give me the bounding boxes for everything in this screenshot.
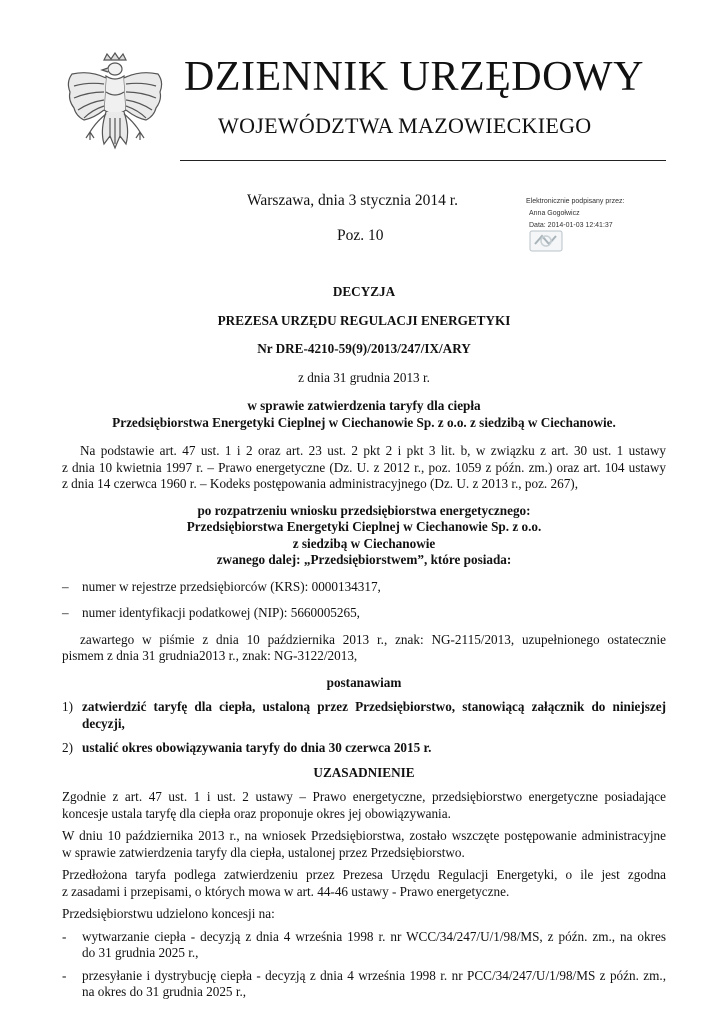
polish-eagle-emblem-icon	[60, 52, 170, 170]
position-number: Poz. 10	[337, 227, 384, 244]
list-marker: –	[62, 578, 69, 594]
justification-p2-line2: w sprawie zatwierdzenia taryfy dla ciepła, ustalonej przez Przedsiębiorstwo.	[62, 844, 465, 860]
concession-line1: wytwarzanie ciepła - decyzją z dnia 4 września 1998 r. nr WCC/34/247/U/1/98/MS, z późn. zm., na okres	[82, 928, 666, 944]
document-body	[62, 280, 666, 1001]
legal-basis	[62, 443, 666, 493]
justification-paragraph	[62, 867, 666, 900]
concession-line2: do 31 grudnia 2025 r.,	[82, 945, 199, 960]
application-block	[62, 503, 666, 569]
decision-title: DECYZJA	[332, 284, 396, 299]
decision-number: Nr DRE-4210-59(9)/2013/247/IX/ARY	[257, 341, 471, 356]
justification-paragraph	[62, 828, 666, 861]
list-marker: -	[62, 967, 67, 983]
signature-date: Data: 2014-01-03 12:41:37	[529, 222, 613, 229]
submission-line2: pismem z dnia 31 grudnia2013 r., znak: NG-3122/2013,	[62, 648, 358, 663]
signature-label: Elektronicznie podpisany przez:	[526, 198, 625, 205]
justification-paragraph	[62, 789, 666, 822]
justification-p3-line2: z zasadami i przepisami, o których mowa w art. 44-46 ustawy - Prawo energetyczne.	[62, 883, 510, 899]
justification-p3-line1: Przedłożona taryfa podlega zatwierdzeniu przez Prezesa Urzędu Regulacji Energetyki, o ile jest zgodna	[62, 867, 666, 882]
ruling-item	[62, 740, 666, 757]
decision-subject-line1: w sprawie zatwierdzenia taryfy dla ciepła	[247, 398, 481, 413]
place-date: Warszawa, dnia 3 stycznia 2014 r.	[247, 192, 458, 209]
application-line3: z siedzibą w Ciechanowie	[292, 535, 436, 551]
concession-line2: na okres do 31 grudnia 2025 r.,	[82, 984, 247, 999]
list-marker: –	[62, 605, 69, 620]
concession-item	[62, 968, 666, 1001]
application-line1: po rozpatrzeniu wniosku przedsiębiorstwa energetycznego:	[197, 502, 531, 518]
decision-issuer: PREZESA URZĘDU REGULACJI ENERGETYKI	[217, 312, 511, 328]
decision-date: z dnia 31 grudnia 2013 r.	[298, 369, 430, 385]
decision-subject-line2: Przedsiębiorstwa Energetyki Cieplnej w Ciechanowie Sp. z o.o. z siedzibą w Ciechanowie.	[112, 414, 616, 430]
ruling-item-line1: zatwierdzić taryfę dla ciepła, ustaloną przez Przedsiębiorstwo, stanowiącą załącznik do niniejszej	[82, 699, 666, 714]
nip-number: numer identyfikacji podatkowej (NIP): 5660005265,	[82, 605, 360, 620]
masthead-divider	[180, 160, 666, 161]
list-item	[62, 605, 666, 622]
justification-p1-line1: Zgodnie z art. 47 ust. 1 i ust. 2 ustawy – Prawo energetyczne, przedsiębiorstwo energetyczne posiadające	[62, 789, 666, 804]
ruling-item-line1: ustalić okres obowiązywania taryfy do dnia 30 czerwca 2015 r.	[82, 740, 432, 755]
ruling-heading: postanawiam	[326, 674, 402, 690]
ruling-marker: 2)	[62, 740, 73, 755]
list-item	[62, 579, 666, 596]
application-line2: Przedsiębiorstwa Energetyki Cieplnej w Ciechanowie Sp. z o.o.	[186, 519, 542, 534]
justification-heading: UZASADNIENIE	[313, 764, 415, 780]
signature-stamp-icon	[529, 230, 563, 252]
ruling-marker: 1)	[62, 699, 73, 714]
legal-basis-line3: z dnia 14 czerwca 1960 r. – Kodeks postępowania administracyjnego (Dz. U. z 2013 r., poz. 267),	[62, 476, 578, 491]
legal-basis-line1: Na podstawie art. 47 ust. 1 i 2 oraz art. 23 ust. 2 pkt 2 i pkt 3 lit. b, w związku z art. 30 ust. 1 ustawy	[80, 443, 666, 458]
krs-number: numer w rejestrze przedsiębiorców (KRS): 0000134317,	[82, 578, 381, 594]
concession-item	[62, 929, 666, 962]
journal-title: DZIENNIK URZĘDOWY	[184, 54, 644, 100]
legal-basis-line2: z dnia 10 kwietnia 1997 r. – Prawo energetyczne (Dz. U. z 2012 r., poz. 1059 z późn. zm.) oraz art. 104 ustawy	[62, 459, 666, 475]
justification-p2-line1: W dniu 10 października 2013 r., na wniosek Przedsiębiorstwa, zostało wszczęte postępowanie administracyjne	[62, 828, 666, 843]
submission	[62, 632, 666, 665]
signature-signer: Anna Gogołwicz	[529, 210, 580, 217]
electronic-signature	[526, 196, 656, 256]
list-marker: -	[62, 928, 67, 944]
concession-line1: przesyłanie i dystrybucję ciepła - decyzją z dnia 4 września 1998 r. nr PCC/34/247/U/1/98/MS z późn. zm.,	[82, 967, 666, 983]
justification-p1-line2: koncesje ustala taryfę dla ciepła oraz proponuje okres jej obowiązywania.	[62, 805, 451, 821]
ruling-item-line2: decyzji,	[82, 715, 125, 731]
application-line4: zwanego dalej: „Przedsiębiorstwem”, które posiada:	[216, 552, 512, 567]
ruling-item	[62, 699, 666, 732]
justification-p4: Przedsiębiorstwu udzielono koncesji na:	[62, 906, 275, 921]
submission-line1: zawartego w piśmie z dnia 10 października 2013 r., znak: NG-2115/2013, uzupełnionego ostatecznie	[80, 631, 666, 647]
journal-subtitle: WOJEWÓDZTWA MAZOWIECKIEGO	[218, 113, 592, 138]
